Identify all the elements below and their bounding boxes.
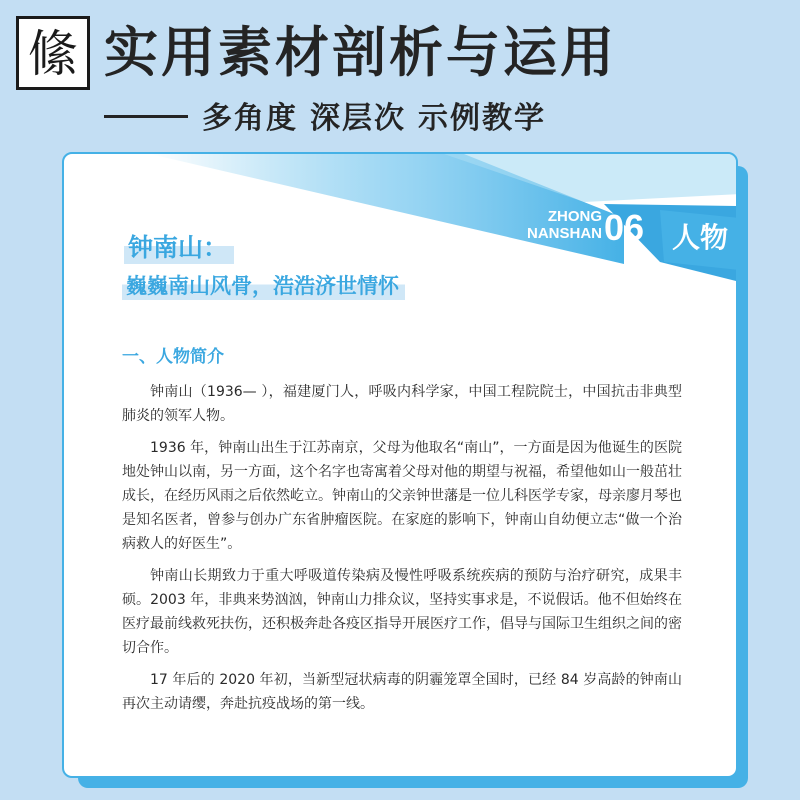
section-title: 一、人物简介 — [122, 347, 224, 367]
person-name-heading: 钟南山： — [124, 228, 234, 264]
banner-en-line-1: ZHONG — [547, 208, 602, 225]
logo-glyph: 絛 — [28, 25, 78, 83]
content-card — [62, 152, 738, 778]
paragraph: 钟南山（1936— ），福建厦门人，呼吸内科学家，中国工程院院士，中国抗击非典型肺炎的领军人物。 — [122, 384, 682, 424]
paragraph: 17 年后的 2020 年初，当新型冠状病毒的阴霾笼罩全国时，已经 84 岁高龄的钟南山再次主动请缨，奔赴抗疫战场的第一线。 — [122, 672, 682, 712]
banner-number: 06 — [604, 207, 645, 248]
logo — [16, 16, 90, 90]
banner-english-name — [492, 208, 602, 242]
category-label: 人物 — [671, 221, 728, 254]
paragraph: 钟南山长期致力于重大呼吸道传染病及慢性呼吸系统疾病的预防与治疗研究，成果丰硕。2003 年，非典来势汹汹，钟南山力排众议，坚持实事求是，不说假话。他不但始终在医疗最前线救死扶伤，还积极奔赴各疫区指导开展医疗工作，倡导与国际卫生组织之间的密切合作。 — [122, 568, 682, 656]
page-title: 实用素材剖析与运用 — [104, 21, 617, 84]
paragraph: 1936 年，钟南山出生于江苏南京，父母为他取名“南山”，一方面是因为他诞生的医院地处钟山以南，另一方面，这个名字也寄寓着父母对他的期望与祝福，希望他如山一般茁壮成长，在经历风雨之后依然屹立。钟南山的父亲钟世藩是一位儿科医学专家，母亲廖月琴也是知名医者，曾参与创办广东省肿瘤医院。在家庭的影响下，钟南山自幼便立志“做一个治病救人的好医生”。 — [122, 440, 682, 552]
subtitle-part-2: 深层次 — [310, 101, 406, 136]
subtitle-part-3: 示例教学 — [418, 101, 546, 136]
article-body — [122, 380, 682, 724]
calligraphy-seal-icon — [19, 19, 87, 87]
subtitle-part-1: 多角度 — [202, 101, 298, 136]
person-tagline: 巍巍南山风骨，浩浩济世情怀 — [122, 270, 405, 300]
subtitle-dash — [104, 115, 188, 118]
page-subtitle — [104, 92, 558, 138]
banner-en-line-2: NANSHAN — [527, 225, 602, 242]
